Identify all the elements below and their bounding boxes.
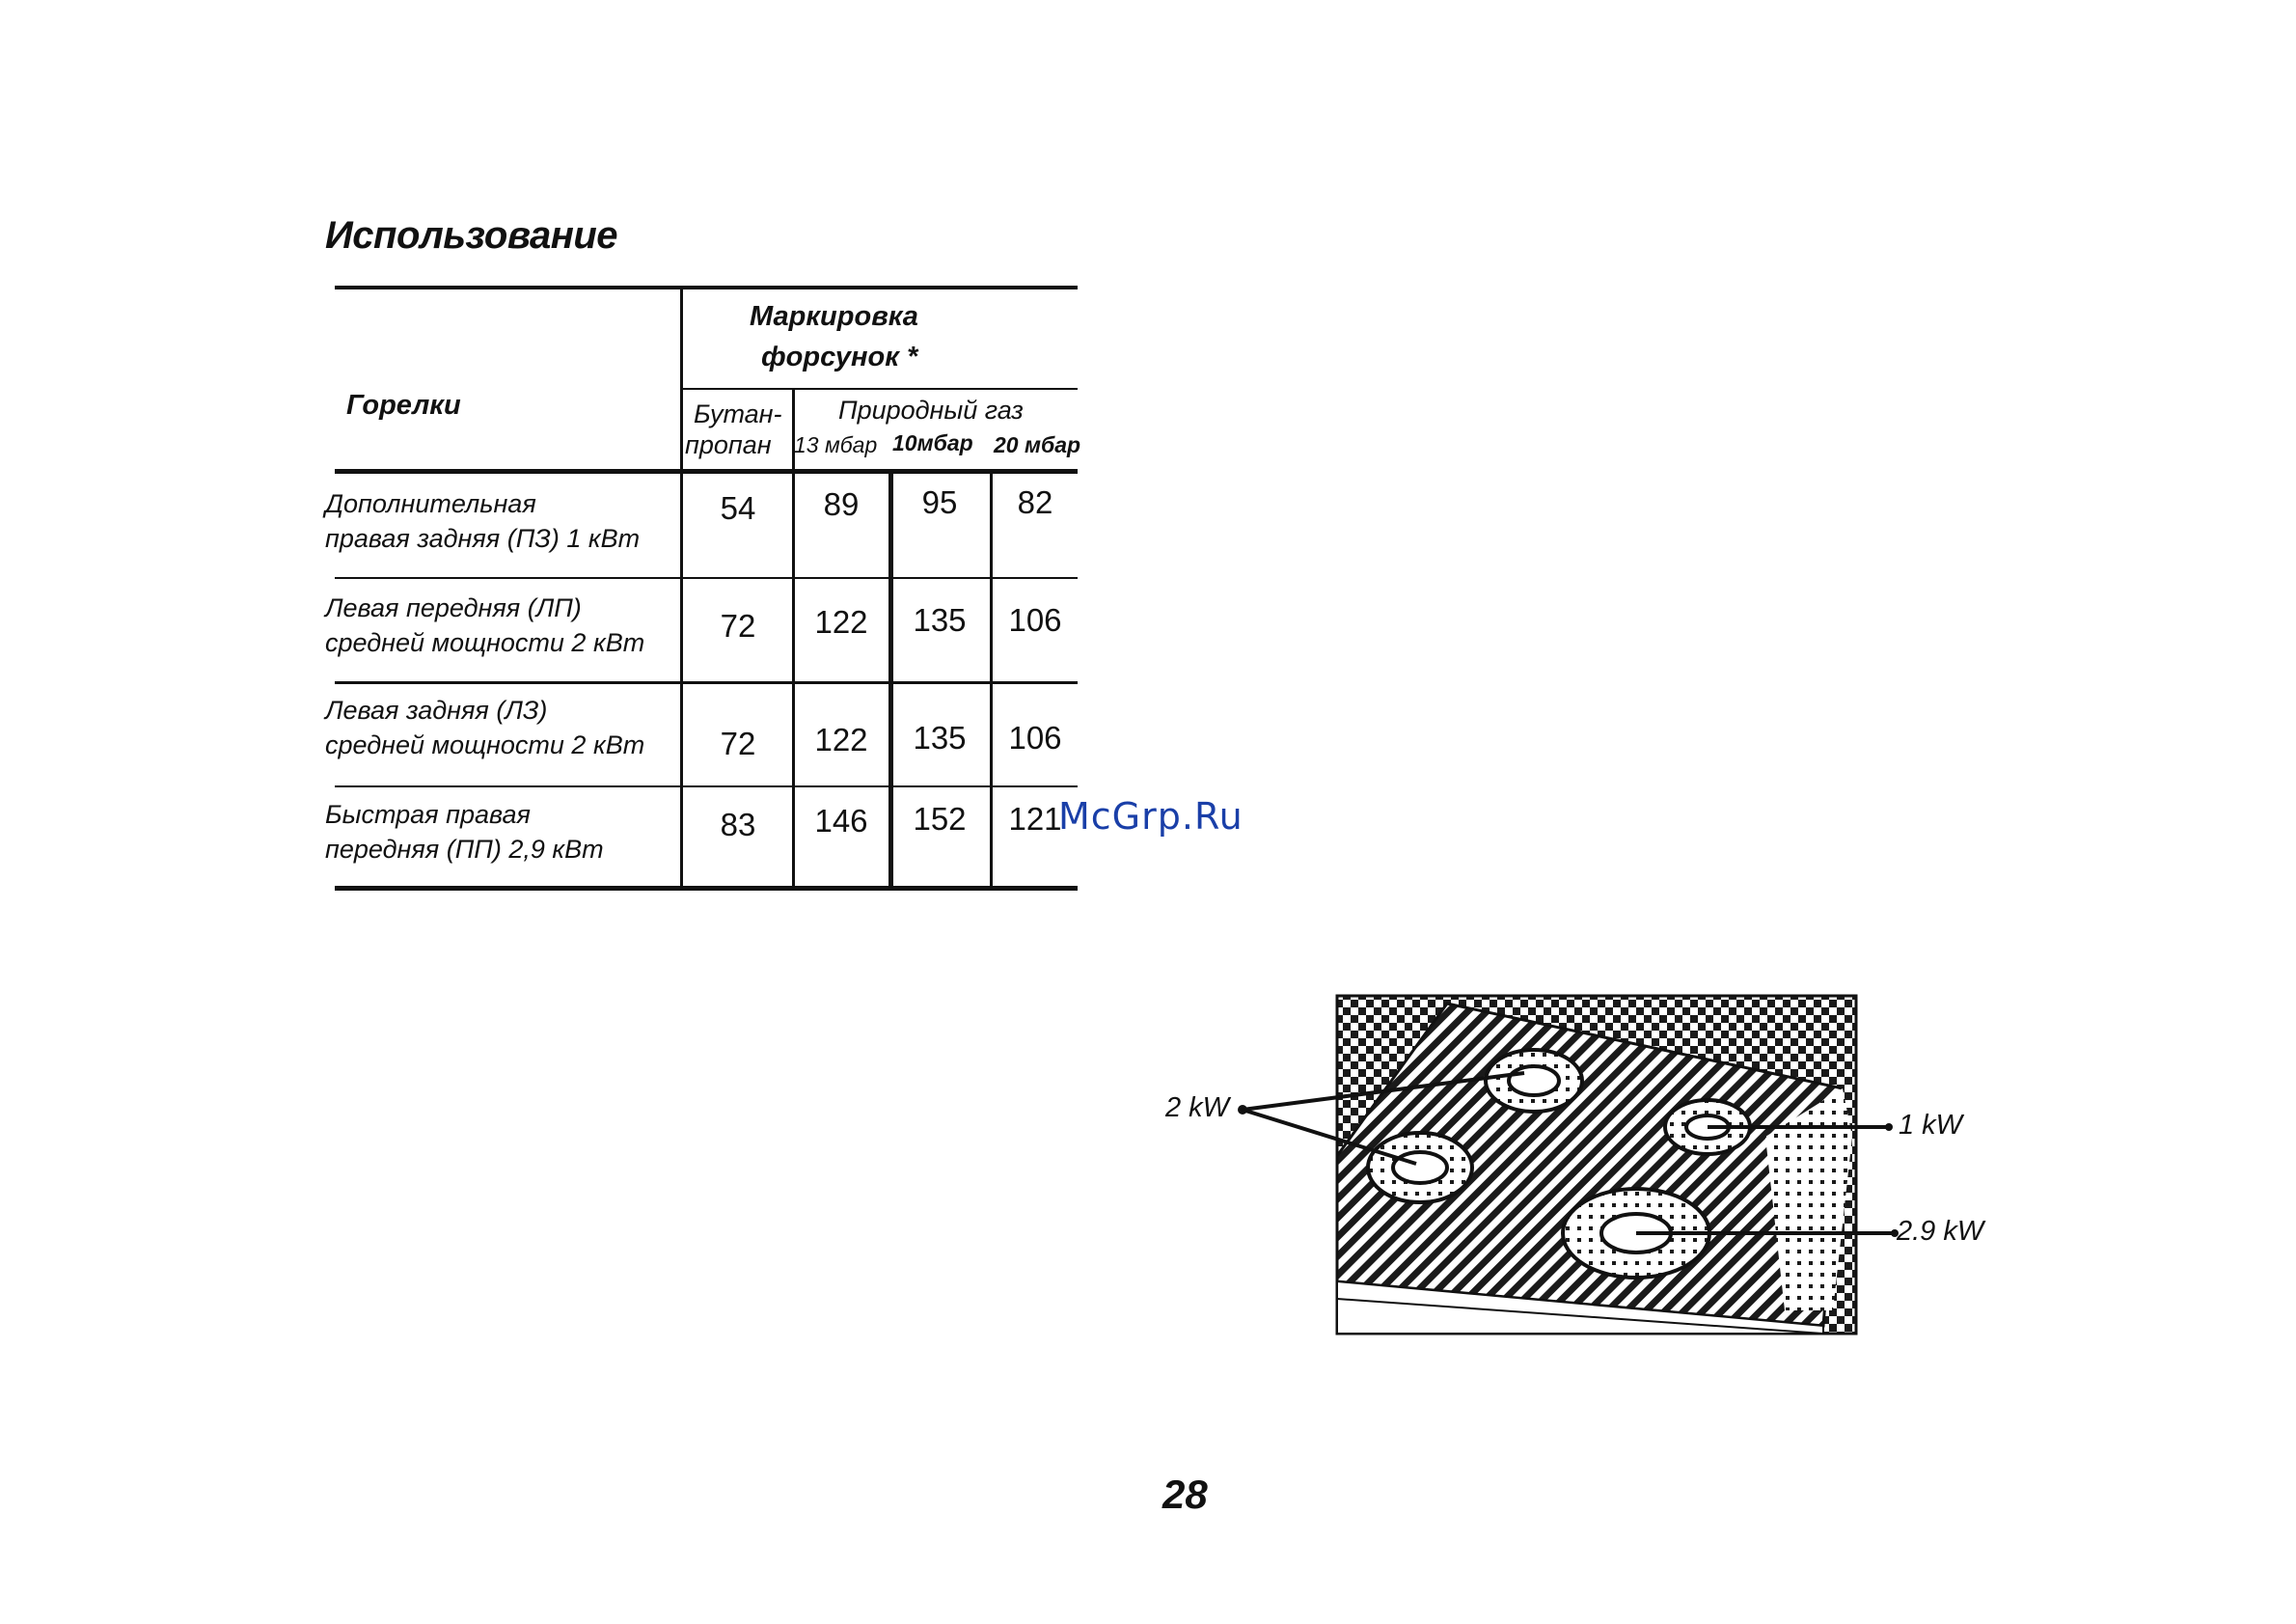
cell-value: 135 [913,602,967,638]
cell-value: 106 [1008,602,1062,638]
cell-value: 82 [1017,484,1053,520]
label-1kw: 1 kW [1899,1110,1963,1141]
section-title: Использование [325,214,618,257]
header-burners: Горелки [346,390,461,421]
header-unit-13: 13 мбар [794,432,878,457]
cell-value: 72 [720,608,756,644]
cell-value: 146 [814,803,868,839]
label-29kw: 2.9 kW [1897,1216,1984,1247]
cell-value: 135 [913,720,967,756]
cell-value: 122 [814,722,868,757]
burner-left-front [1368,1133,1472,1202]
table-bottom-rule [335,886,1078,891]
cell-value: 54 [720,490,756,526]
header-mid-rule [682,388,1078,390]
cell-value: 95 [921,484,958,520]
page-number: 28 [1162,1472,1208,1517]
header-bottom-rule [335,469,1078,474]
hob-illustration [1158,992,1987,1335]
row-label: Быстрая правая передняя (ПП) 2,9 кВт [325,800,604,864]
col-rule-2 [792,388,795,891]
row-label: Дополнительная правая задняя (ПЗ) 1 кВт [325,489,641,553]
header-marking-1: Маркировка [750,301,918,332]
row-label: Левая передняя (ЛП) средней мощности 2 кВт [325,593,645,657]
table-top-rule [335,286,1078,289]
cell-value: 83 [720,807,756,842]
row-rule-2 [335,681,1078,684]
injector-table [325,286,1081,892]
label-2kw: 2 kW [1165,1092,1230,1123]
header-butane-1: Бутан- [694,399,782,428]
row-label: Левая задняя (ЛЗ) средней мощности 2 кВт [325,696,645,759]
watermark: McGrp.Ru [1058,795,1244,838]
header-unit-10: 10мбар [892,430,973,455]
header-unit-20: 20 мбар [994,432,1081,457]
cell-value: 121 [1008,801,1062,837]
burner-left-rear [1486,1050,1582,1112]
col-rule-1 [680,286,683,891]
cell-value: 106 [1008,720,1062,756]
cell-value: 89 [823,486,860,522]
row-rule-1 [335,577,1078,579]
header-natural-gas: Природный газ [838,396,1024,425]
header-butane-2: пропан [685,430,772,459]
col-rule-3 [888,469,893,891]
row-rule-3 [335,785,1078,787]
hob-figure [1158,992,1987,1335]
cell-value: 152 [913,801,967,837]
header-marking-2: форсунок * [761,342,918,372]
cell-value: 122 [814,604,868,640]
cell-value: 72 [720,726,756,761]
